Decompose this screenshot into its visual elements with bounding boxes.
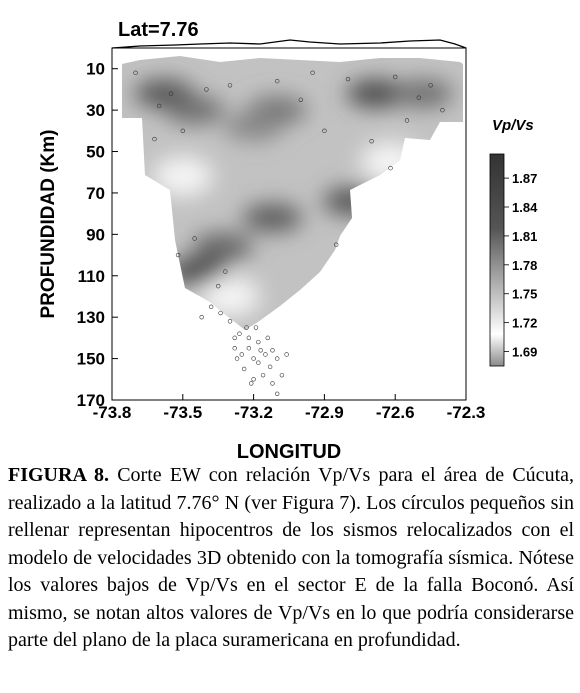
x-tick-label: -73.8 bbox=[92, 403, 132, 422]
y-tick-label: 90 bbox=[86, 225, 105, 245]
hypocenter-point bbox=[247, 346, 251, 350]
hypocenter-point bbox=[233, 346, 237, 350]
y-tick-label: 10 bbox=[86, 59, 105, 79]
high-vpvs-zone bbox=[323, 187, 383, 215]
topography-line bbox=[112, 40, 466, 48]
y-tick-label: 170 bbox=[76, 391, 105, 410]
hypocenter-point bbox=[264, 353, 268, 357]
hypocenter-point bbox=[233, 336, 237, 340]
hypocenter-point bbox=[249, 382, 253, 386]
hypocenter-point bbox=[271, 348, 275, 352]
hypocenter-point bbox=[247, 336, 251, 340]
y-tick-label: 30 bbox=[86, 101, 105, 121]
caption-label: FIGURA 8. bbox=[8, 464, 109, 486]
hypocenter-point bbox=[228, 319, 232, 323]
y-tick-label: 130 bbox=[76, 308, 105, 328]
hypocenter-point bbox=[256, 361, 260, 365]
hypocenter-point bbox=[261, 373, 265, 377]
high-vpvs-zone bbox=[224, 113, 284, 141]
colorbar-tick-label: 1.87 bbox=[512, 171, 538, 187]
x-axis-label: LONGITUD bbox=[236, 441, 342, 460]
high-vpvs-zone bbox=[242, 204, 302, 232]
hypocenter-point bbox=[219, 311, 223, 315]
figure-caption bbox=[8, 462, 574, 655]
hypocenter-point bbox=[235, 357, 239, 361]
colorbar-tick-label: 1.72 bbox=[512, 315, 538, 331]
low-vpvs-zone bbox=[153, 156, 213, 196]
colorbar-tick-label: 1.78 bbox=[512, 257, 538, 273]
caption-text: Corte EW con relación Vp/Vs para el área de Cúcuta, realizado a la latitud 7.76° N (ver Figura 7). Los círculos pequeños sin rellenar representan hipocentros de los sismos relocalizados con el modelo de velocidades 3D obtenido con la tomografía sísmica. Nótese los valores bajos de Vp/Vs en el sector E de la falla Boconó. Así mismo, se notan altos valores de Vp/Vs en lo que podría considerarse parte del plano de la placa suramericana en profundidad. bbox=[8, 464, 574, 651]
y-tick-label: 50 bbox=[86, 142, 105, 162]
hypocenter-point bbox=[275, 357, 279, 361]
hypocenter-point bbox=[268, 365, 272, 369]
hypocenter-point bbox=[200, 315, 204, 319]
hypocenter-point bbox=[271, 382, 275, 386]
x-tick-label: -72.3 bbox=[446, 403, 486, 422]
hypocenter-point bbox=[252, 357, 256, 361]
hypocenter-point bbox=[238, 332, 242, 336]
hypocenter-point bbox=[266, 336, 270, 340]
high-vpvs-zone bbox=[394, 80, 454, 108]
low-vpvs-zone bbox=[200, 276, 260, 316]
colorbar-tick-label: 1.84 bbox=[512, 200, 538, 215]
high-vpvs-zone bbox=[165, 96, 225, 124]
hypocenter-point bbox=[240, 353, 244, 357]
hypocenter-point bbox=[259, 348, 263, 352]
colorbar-tick-label: 1.75 bbox=[512, 286, 538, 302]
x-tick-label: -72.9 bbox=[305, 403, 344, 422]
y-axis-label: PROFUNDIDAD (Km) bbox=[38, 129, 59, 319]
chart-title: Lat=7.76 bbox=[118, 19, 199, 41]
hypocenter-point bbox=[209, 305, 213, 309]
hypocenter-point bbox=[256, 340, 260, 344]
hypocenter-point bbox=[252, 377, 256, 381]
hypocenter-point bbox=[254, 326, 258, 330]
x-tick-label: -73.2 bbox=[234, 403, 273, 422]
low-vpvs-zone bbox=[360, 142, 420, 182]
high-vpvs-zone bbox=[193, 233, 253, 261]
y-tick-label: 150 bbox=[76, 349, 105, 369]
colorbar bbox=[490, 154, 504, 366]
y-tick-label: 70 bbox=[86, 183, 105, 203]
x-tick-label: -72.6 bbox=[375, 403, 415, 422]
hypocenter-point bbox=[285, 353, 289, 357]
hypocenter-point bbox=[275, 392, 279, 396]
x-tick-label: -73.5 bbox=[163, 403, 203, 422]
vp-vs-heatmap bbox=[110, 50, 470, 350]
colorbar-tick-label: 1.81 bbox=[512, 228, 538, 244]
hypocenter-point bbox=[280, 373, 284, 377]
hypocenter-point bbox=[242, 367, 246, 371]
colorbar-title: Vp/Vs bbox=[492, 117, 534, 134]
colorbar-tick-label: 1.69 bbox=[512, 344, 538, 360]
colorbar-ticks bbox=[504, 171, 538, 359]
y-tick-label: 110 bbox=[77, 266, 105, 286]
